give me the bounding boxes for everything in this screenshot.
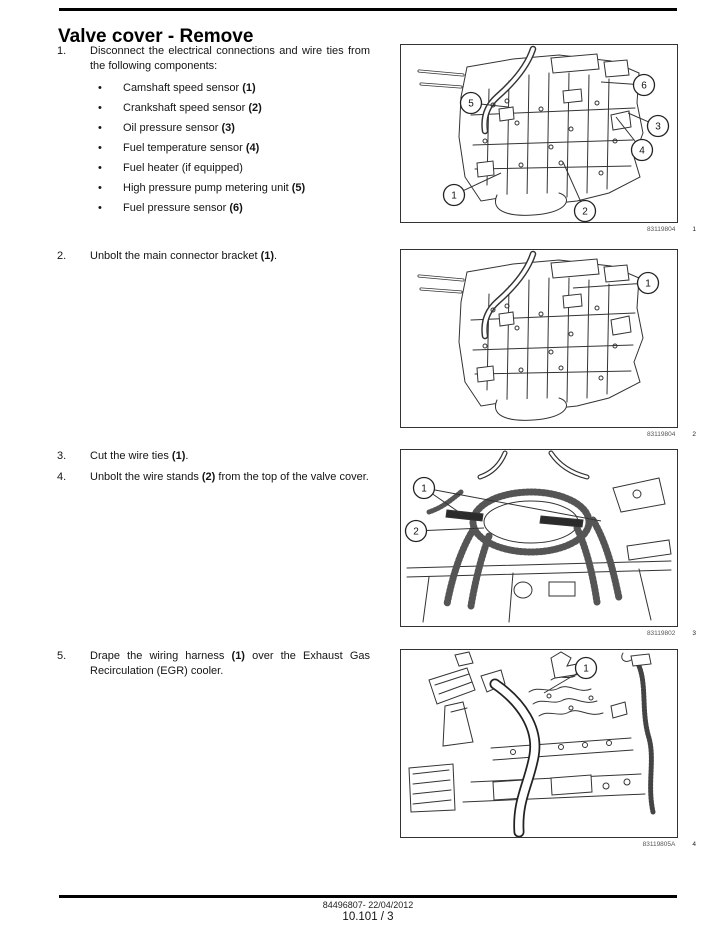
bullet-marker: • [98,122,102,134]
figure-image-id: 83119804 [646,226,676,233]
step-ref-bold: (3) [221,122,235,134]
figure-block [400,249,696,438]
steps-block [57,449,377,491]
callout-number: 1 [421,483,427,495]
figure-block [400,449,696,637]
step-text-segment: Unbolt the main connector bracket [90,250,261,262]
callout-number: 1 [583,663,589,675]
bullet-item [90,101,377,116]
step-body [90,470,377,485]
figure-art [409,652,653,832]
bullet-item [90,161,377,176]
steps-block [57,44,377,227]
callout-number: 3 [655,121,661,133]
step-text-segment: Oil pressure sensor [123,122,222,134]
figure-number: 2 [692,431,696,438]
step-text-segment: from the top of the valve cover. [215,471,369,483]
steps-block [57,249,377,270]
procedure-step [57,249,377,264]
step-text-segment: Crankshaft speed sensor [123,102,249,114]
step-number: 5. [57,650,67,662]
step-ref-bold: (1) [171,450,186,462]
figure-frame [400,249,678,428]
bullet-marker: • [98,142,102,154]
callout-number: 6 [641,80,647,92]
callout-number: 5 [468,98,474,110]
procedure-step [57,44,377,221]
figure-caption [400,226,696,233]
bullet-text [123,101,262,116]
bullet-text [123,201,243,216]
footer-doc-ref: 84496807- 22/04/2012 [322,900,414,910]
bullet-marker: • [98,102,102,114]
step-text-segment: Fuel heater (if equipped) [123,162,243,174]
figure-caption [400,630,696,637]
step-number: 2. [57,250,67,262]
bullet-marker: • [98,82,102,94]
step-number: 1. [57,45,67,57]
bullet-marker: • [98,202,102,214]
footer-page-number: 10.101 / 3 [342,911,394,923]
step-text-segment: Fuel pressure sensor [123,202,230,214]
figure-image-id: 83119804 [646,431,676,438]
steps-block [57,649,377,685]
step-text [90,649,370,679]
step-text-segment: Fuel temperature sensor [123,142,246,154]
step-ref-bold: (2) [201,471,216,483]
step-ref-bold: (1) [242,82,256,94]
step-text-segment: . [185,450,189,462]
step-text-segment: Cut the wire ties [90,450,172,462]
footer-rule [59,895,677,898]
figure-art [407,453,671,622]
figure-art [419,254,643,420]
step-text-segment: over the Exhaust Gas Recirculation (EGR) cooler. [90,650,370,677]
bullet-item [90,81,377,96]
callout-number: 1 [645,278,651,290]
egr-illustration [401,650,677,837]
figure-frame [400,649,678,838]
figure-frame [400,449,678,627]
figure-image-id: 83119802 [646,630,676,637]
callout-number: 2 [582,206,588,218]
step-text-segment: Drape the wiring harness [90,650,232,662]
bullet-text [123,141,259,156]
figure-caption [400,841,696,848]
callout-number: 1 [451,190,457,202]
procedure-step [57,470,377,485]
step-text-segment: Unbolt the wire stands [90,471,202,483]
step-ref-bold: (6) [229,202,243,214]
bullet-item [90,121,377,136]
step-text-segment: High pressure pump metering unit [123,182,292,194]
procedure-step [57,649,377,679]
bullet-text [123,121,235,136]
step-body [90,649,377,679]
step-body [90,44,377,221]
bullet-list [90,81,377,216]
callout-number: 2 [413,526,419,538]
step-number: 3. [57,450,67,462]
bullet-marker: • [98,182,102,194]
bullet-item [90,181,377,196]
figure-number: 1 [692,226,696,233]
bullet-text [123,161,243,176]
step-text-segment: . [274,250,278,262]
figure-image-id: 83119805A [642,841,676,848]
top-rule [59,8,677,11]
engine-illustration [401,250,677,427]
bullet-item [90,201,377,216]
step-body [90,249,377,264]
step-text-segment: Camshaft speed sensor [123,82,243,94]
step-ref-bold: (5) [291,182,306,194]
bullet-item [90,141,377,156]
figure-block [400,44,696,233]
figure-caption [400,431,696,438]
bullet-text [123,81,256,96]
harness-illustration [401,450,677,626]
step-text [90,449,370,464]
step-ref-bold: (2) [248,102,262,114]
callout-number: 4 [639,145,645,157]
step-ref-bold: (1) [231,650,245,662]
step-text [90,249,370,264]
step-body [90,449,377,464]
step-number: 4. [57,471,67,483]
step-text [90,44,370,74]
step-text [90,470,370,485]
page-title: Valve cover - Remove [58,25,254,47]
step-ref-bold: (1) [260,250,275,262]
step-text-segment: Disconnect the electrical connections and wire ties from the following components: [90,45,370,72]
figure-frame [400,44,678,223]
figure-number: 4 [692,841,696,848]
procedure-step [57,449,377,464]
step-ref-bold: (4) [245,142,260,154]
figure-number: 3 [692,630,696,637]
bullet-marker: • [98,162,102,174]
figure-block [400,649,696,848]
bullet-text [123,181,305,196]
engine-illustration [401,45,677,222]
